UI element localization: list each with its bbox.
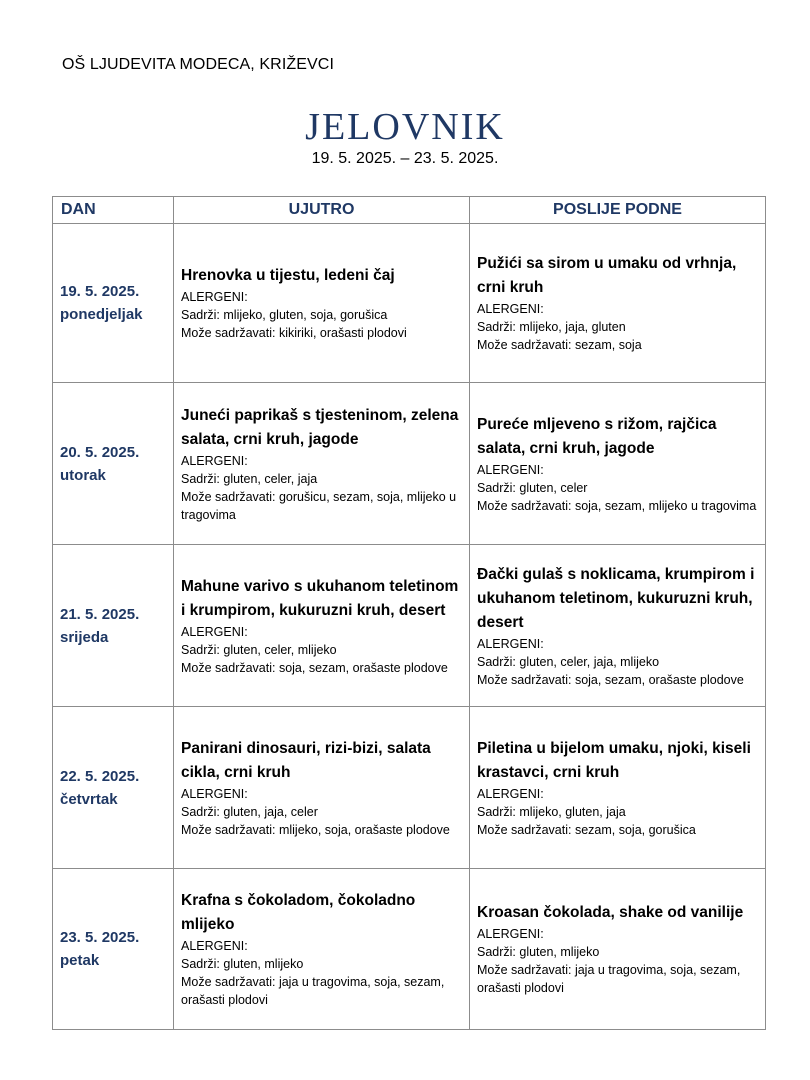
- header-day: DAN: [53, 197, 174, 224]
- dish-name: Pureće mljeveno s rižom, rajčica salata, crni kruh, jagode: [477, 415, 717, 457]
- table-row: [53, 545, 766, 707]
- allergens-may-contain: Može sadržavati: soja, sezam, orašaste plodove: [477, 672, 744, 687]
- allergens-may-contain: Može sadržavati: mlijeko, soja, orašaste plodove: [181, 822, 450, 837]
- allergens-may-contain: Može sadržavati: soja, sezam, orašaste plodove: [181, 660, 448, 675]
- table-row: [53, 224, 766, 383]
- allergens-may-contain: Može sadržavati: soja, sezam, mlijeko u tragovima: [477, 498, 757, 513]
- day-date: 20. 5. 2025.: [60, 443, 140, 461]
- table-row: [53, 383, 766, 545]
- allergens-label: ALERGENI:: [477, 636, 544, 651]
- allergens-contains: Sadrži: gluten, celer, mlijeko: [181, 642, 337, 657]
- allergens-contains: Sadrži: gluten, celer, jaja, mlijeko: [477, 654, 660, 669]
- allergens-may-contain: Može sadržavati: jaja u tragovima, soja, sezam, orašasti plodovi: [181, 975, 445, 1007]
- allergens-contains: Sadrži: mlijeko, gluten, jaja: [477, 804, 626, 819]
- day-cell: [53, 707, 174, 869]
- allergens-label: ALERGENI:: [477, 786, 544, 801]
- allergens-contains: Sadrži: gluten, mlijeko: [477, 945, 600, 959]
- dish-name: Pužići sa sirom u umaku od vrhnja, crni kruh: [477, 255, 737, 296]
- day-date: 19. 5. 2025.: [60, 283, 140, 300]
- allergens-label: ALERGENI:: [181, 939, 248, 953]
- day-weekday: srijeda: [60, 628, 109, 646]
- allergens-contains: Sadrži: mlijeko, gluten, soja, gorušica: [181, 308, 388, 322]
- dish-name: Piletina u bijelom umaku, njoki, kiseli krastavci, crni kruh: [477, 739, 751, 781]
- allergens-contains: Sadrži: gluten, celer: [477, 480, 588, 495]
- dish-name: Juneći paprikaš s tjesteninom, zelena salata, crni kruh, jagode: [181, 406, 459, 448]
- morning-cell: [174, 383, 470, 545]
- morning-cell: [174, 707, 470, 869]
- dish-name: Hrenovka u tijestu, ledeni čaj: [181, 267, 395, 284]
- allergens-may-contain: Može sadržavati: jaja u tragovima, soja, sezam, orašasti plodovi: [477, 963, 741, 995]
- day-date: 23. 5. 2025.: [60, 929, 140, 946]
- day-date: 21. 5. 2025.: [60, 605, 140, 623]
- header-row: [53, 197, 766, 224]
- day-cell: [53, 383, 174, 545]
- allergens-label: ALERGENI:: [181, 786, 248, 801]
- allergens-label: ALERGENI:: [181, 453, 248, 468]
- page-title: JELOVNIK: [305, 106, 505, 148]
- allergens-may-contain: Može sadržavati: kikiriki, orašasti plodovi: [181, 326, 407, 340]
- allergens-contains: Sadrži: gluten, jaja, celer: [181, 804, 318, 819]
- day-weekday: petak: [60, 952, 100, 969]
- allergens-contains: Sadrži: gluten, celer, jaja: [181, 471, 318, 486]
- allergens-may-contain: Može sadržavati: sezam, soja, gorušica: [477, 822, 696, 837]
- allergens-contains: Sadrži: mlijeko, jaja, gluten: [477, 320, 626, 334]
- day-cell: [53, 224, 174, 383]
- day-weekday: četvrtak: [60, 790, 118, 808]
- dish-name: Đački gulaš s noklicama, krumpirom i ukuhanom teletinom, kukuruzni kruh, desert: [477, 565, 755, 631]
- afternoon-cell: [470, 224, 766, 383]
- morning-cell: [174, 224, 470, 383]
- header-afternoon: POSLIJE PODNE: [470, 197, 766, 224]
- allergens-may-contain: Može sadržavati: sezam, soja: [477, 338, 642, 352]
- afternoon-cell: [470, 707, 766, 869]
- table-row: [53, 707, 766, 869]
- afternoon-cell: [470, 383, 766, 545]
- day-weekday: ponedjeljak: [60, 306, 143, 323]
- dish-name: Kroasan čokolada, shake od vanilije: [477, 904, 744, 921]
- header-morning: UJUTRO: [174, 197, 470, 224]
- allergens-label: ALERGENI:: [477, 462, 544, 477]
- allergens-may-contain: Može sadržavati: gorušicu, sezam, soja, mlijeko u tragovima: [181, 489, 457, 522]
- dish-name: Mahune varivo s ukuhanom teletinom i krumpirom, kukuruzni kruh, desert: [181, 577, 459, 619]
- table-row: [53, 869, 766, 1030]
- morning-cell: [174, 869, 470, 1030]
- date-range: 19. 5. 2025. – 23. 5. 2025.: [311, 150, 499, 167]
- allergens-label: ALERGENI:: [477, 302, 544, 316]
- morning-cell: [174, 545, 470, 707]
- day-cell: [53, 869, 174, 1030]
- allergens-contains: Sadrži: gluten, mlijeko: [181, 957, 304, 971]
- afternoon-cell: [470, 869, 766, 1030]
- afternoon-cell: [470, 545, 766, 707]
- allergens-label: ALERGENI:: [181, 624, 248, 639]
- menu-table: [52, 196, 766, 1030]
- allergens-label: ALERGENI:: [477, 927, 544, 941]
- day-date: 22. 5. 2025.: [60, 767, 140, 785]
- day-cell: [53, 545, 174, 707]
- school-name: OŠ LJUDEVITA MODECA, KRIŽEVCI: [62, 56, 334, 73]
- dish-name: Krafna s čokoladom, čokoladno mlijeko: [181, 892, 416, 933]
- dish-name: Panirani dinosauri, rizi-bizi, salata cikla, crni kruh: [181, 739, 431, 781]
- day-weekday: utorak: [60, 466, 106, 484]
- allergens-label: ALERGENI:: [181, 290, 248, 304]
